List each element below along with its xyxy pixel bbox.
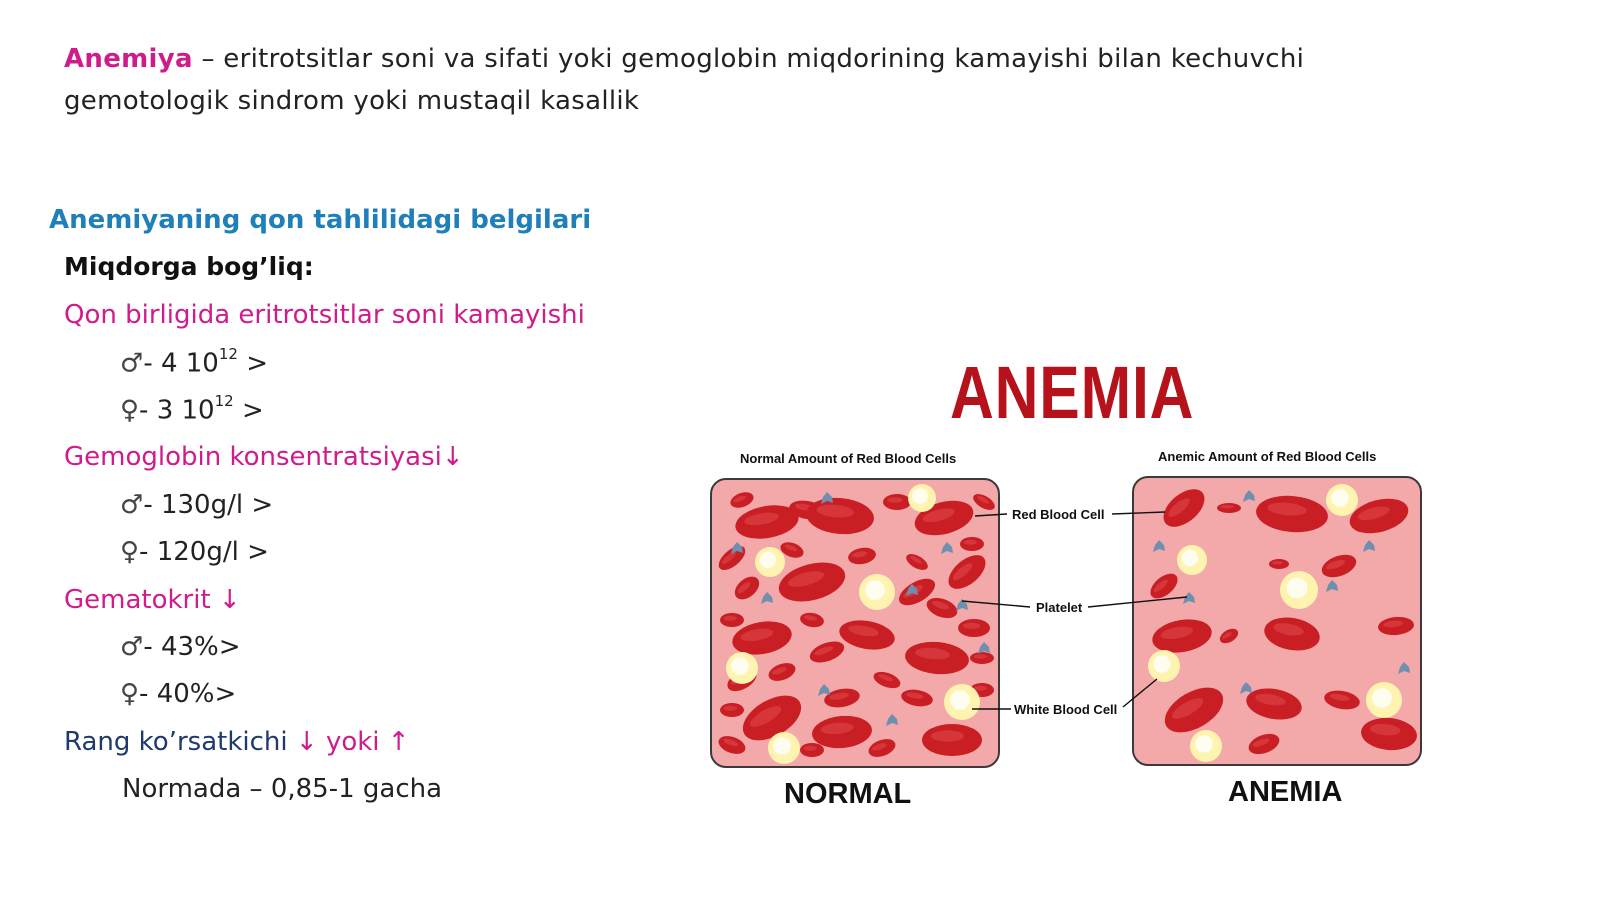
- male-symbol-icon: ♂: [120, 490, 144, 520]
- red-blood-cell: [800, 743, 824, 757]
- red-blood-cell: [1157, 678, 1230, 741]
- red-blood-cell: [1269, 559, 1289, 569]
- male-symbol-icon: ♂: [120, 348, 144, 379]
- red-blood-cell: [1146, 569, 1182, 603]
- color-index-arrows: ↓ yoki ↑: [295, 727, 410, 757]
- red-blood-cell: [720, 613, 744, 627]
- red-blood-cell: [730, 572, 763, 604]
- red-blood-cell: [1377, 615, 1414, 636]
- red-blood-cell: [883, 494, 911, 510]
- hemoglobin-female-value: - 120g/l >: [139, 537, 269, 567]
- female-symbol-icon: ♀: [120, 537, 140, 567]
- color-index-norm: Normada – 0,85-1 gacha: [122, 774, 443, 804]
- white-blood-cell: [726, 652, 758, 684]
- anemic-blood-illustration: [1134, 478, 1420, 764]
- red-blood-cell: [716, 733, 748, 758]
- section-subheading: Miqdorga bog’liq:: [64, 252, 314, 281]
- hematocrit-female-value: - 40%>: [139, 679, 237, 709]
- red-blood-cell: [904, 639, 971, 676]
- red-blood-cell: [1150, 615, 1215, 657]
- erythrocyte-label: Qon birligida eritrotsitlar soni kamayishi: [64, 300, 585, 330]
- erythrocyte-female-exponent: 12: [214, 392, 234, 410]
- white-blood-cell: [1326, 484, 1358, 516]
- red-blood-cell: [1246, 730, 1282, 758]
- red-blood-cell: [924, 594, 960, 622]
- wbc-callout: White Blood Cell: [1014, 702, 1118, 717]
- red-blood-cell: [922, 724, 982, 756]
- color-index-text: Rang ko’rsatkichi: [64, 727, 296, 757]
- red-blood-cell: [1319, 550, 1360, 581]
- white-blood-cell: [944, 684, 980, 720]
- platelet: [1153, 540, 1165, 552]
- platelet-callout: Platelet: [1036, 600, 1083, 615]
- erythrocyte-female-tail: >: [233, 395, 264, 426]
- red-blood-cell: [728, 489, 755, 510]
- white-blood-cell: [908, 484, 936, 512]
- platelet: [1183, 592, 1195, 604]
- red-blood-cell: [1157, 482, 1212, 534]
- hemoglobin-female: [120, 537, 269, 567]
- erythrocyte-female: [120, 392, 264, 426]
- platelet: [1363, 540, 1375, 552]
- white-blood-cell: [1280, 571, 1318, 609]
- female-symbol-icon: ♀: [120, 679, 140, 709]
- white-blood-cell: [1148, 650, 1180, 682]
- rbc-callout: Red Blood Cell: [1012, 507, 1105, 522]
- anemic-blood-panel: [1132, 476, 1422, 766]
- red-blood-cell: [958, 619, 990, 637]
- color-index-label: [64, 727, 410, 757]
- red-blood-cell: [1217, 503, 1241, 513]
- intro-definition: [64, 38, 1444, 122]
- red-blood-cell: [1262, 613, 1323, 654]
- red-blood-cell: [1217, 626, 1240, 646]
- platelet: [1243, 490, 1255, 502]
- red-blood-cell: [871, 669, 902, 692]
- female-symbol-icon: ♀: [120, 395, 140, 426]
- red-blood-cell: [971, 491, 998, 513]
- hematocrit-label: Gematokrit ↓: [64, 585, 241, 615]
- normal-blood-panel: [710, 478, 1000, 768]
- white-blood-cell: [755, 547, 785, 577]
- white-blood-cell: [1177, 545, 1207, 575]
- white-blood-cell: [768, 732, 800, 764]
- platelet: [1240, 682, 1252, 694]
- white-blood-cell: [1190, 730, 1222, 762]
- red-blood-cell: [715, 542, 750, 575]
- hematocrit-male: [120, 632, 241, 662]
- red-blood-cell: [960, 537, 984, 551]
- red-blood-cell: [1244, 684, 1304, 723]
- anemic-caption: Anemic Amount of Red Blood Cells: [1158, 449, 1377, 464]
- hemoglobin-male-value: - 130g/l >: [143, 490, 274, 520]
- red-blood-cell: [1323, 688, 1362, 712]
- red-blood-cell: [837, 616, 897, 653]
- section-heading: Anemiyaning qon tahlilidagi belgilari: [49, 205, 592, 235]
- white-blood-cell: [1366, 682, 1402, 718]
- white-blood-cell: [859, 574, 895, 610]
- red-blood-cell: [866, 736, 898, 761]
- red-blood-cell: [807, 637, 847, 666]
- red-blood-cell: [774, 556, 849, 608]
- red-blood-cell: [900, 687, 934, 708]
- red-blood-cell: [970, 652, 994, 664]
- normal-label: NORMAL: [784, 778, 912, 810]
- red-blood-cell: [1255, 493, 1330, 535]
- platelet: [941, 542, 953, 554]
- hematocrit-male-value: - 43%>: [143, 632, 241, 662]
- erythrocyte-male-exponent: 12: [218, 345, 238, 363]
- platelet: [886, 714, 898, 726]
- figure-title: ANEMIA: [950, 351, 1195, 434]
- red-blood-cell: [799, 611, 825, 629]
- red-blood-cell: [766, 660, 798, 685]
- red-blood-cell: [720, 703, 744, 717]
- erythrocyte-male-tail: >: [237, 348, 269, 379]
- red-blood-cell: [805, 495, 876, 537]
- normal-blood-illustration: [712, 480, 998, 766]
- red-blood-cell: [942, 549, 991, 596]
- intro-text: – eritrotsitlar soni va sifati yoki gemoglobin miqdorining kamayishi bilan kechuvchi gemotologik sindrom yoki mustaqil kasallik: [64, 44, 1305, 116]
- platelet: [761, 592, 773, 604]
- erythrocyte-female-value: - 3 10: [139, 395, 215, 426]
- red-blood-cell: [1360, 716, 1419, 753]
- anemia-label: ANEMIA: [1228, 776, 1343, 808]
- platelet: [956, 599, 968, 611]
- platelet: [818, 684, 830, 696]
- hemoglobin-label: Gemoglobin konsentratsiyasi↓: [64, 442, 464, 472]
- red-blood-cell: [904, 551, 931, 573]
- red-blood-cell: [847, 546, 877, 567]
- erythrocyte-male-value: - 4 10: [143, 348, 219, 379]
- erythrocyte-male: [120, 345, 269, 379]
- hemoglobin-male: [120, 490, 273, 520]
- normal-caption: Normal Amount of Red Blood Cells: [740, 451, 957, 466]
- platelet: [1326, 580, 1338, 592]
- intro-term: Anemiya: [64, 44, 193, 74]
- male-symbol-icon: ♂: [120, 632, 144, 662]
- hematocrit-female: [120, 679, 236, 709]
- platelet: [1398, 662, 1410, 674]
